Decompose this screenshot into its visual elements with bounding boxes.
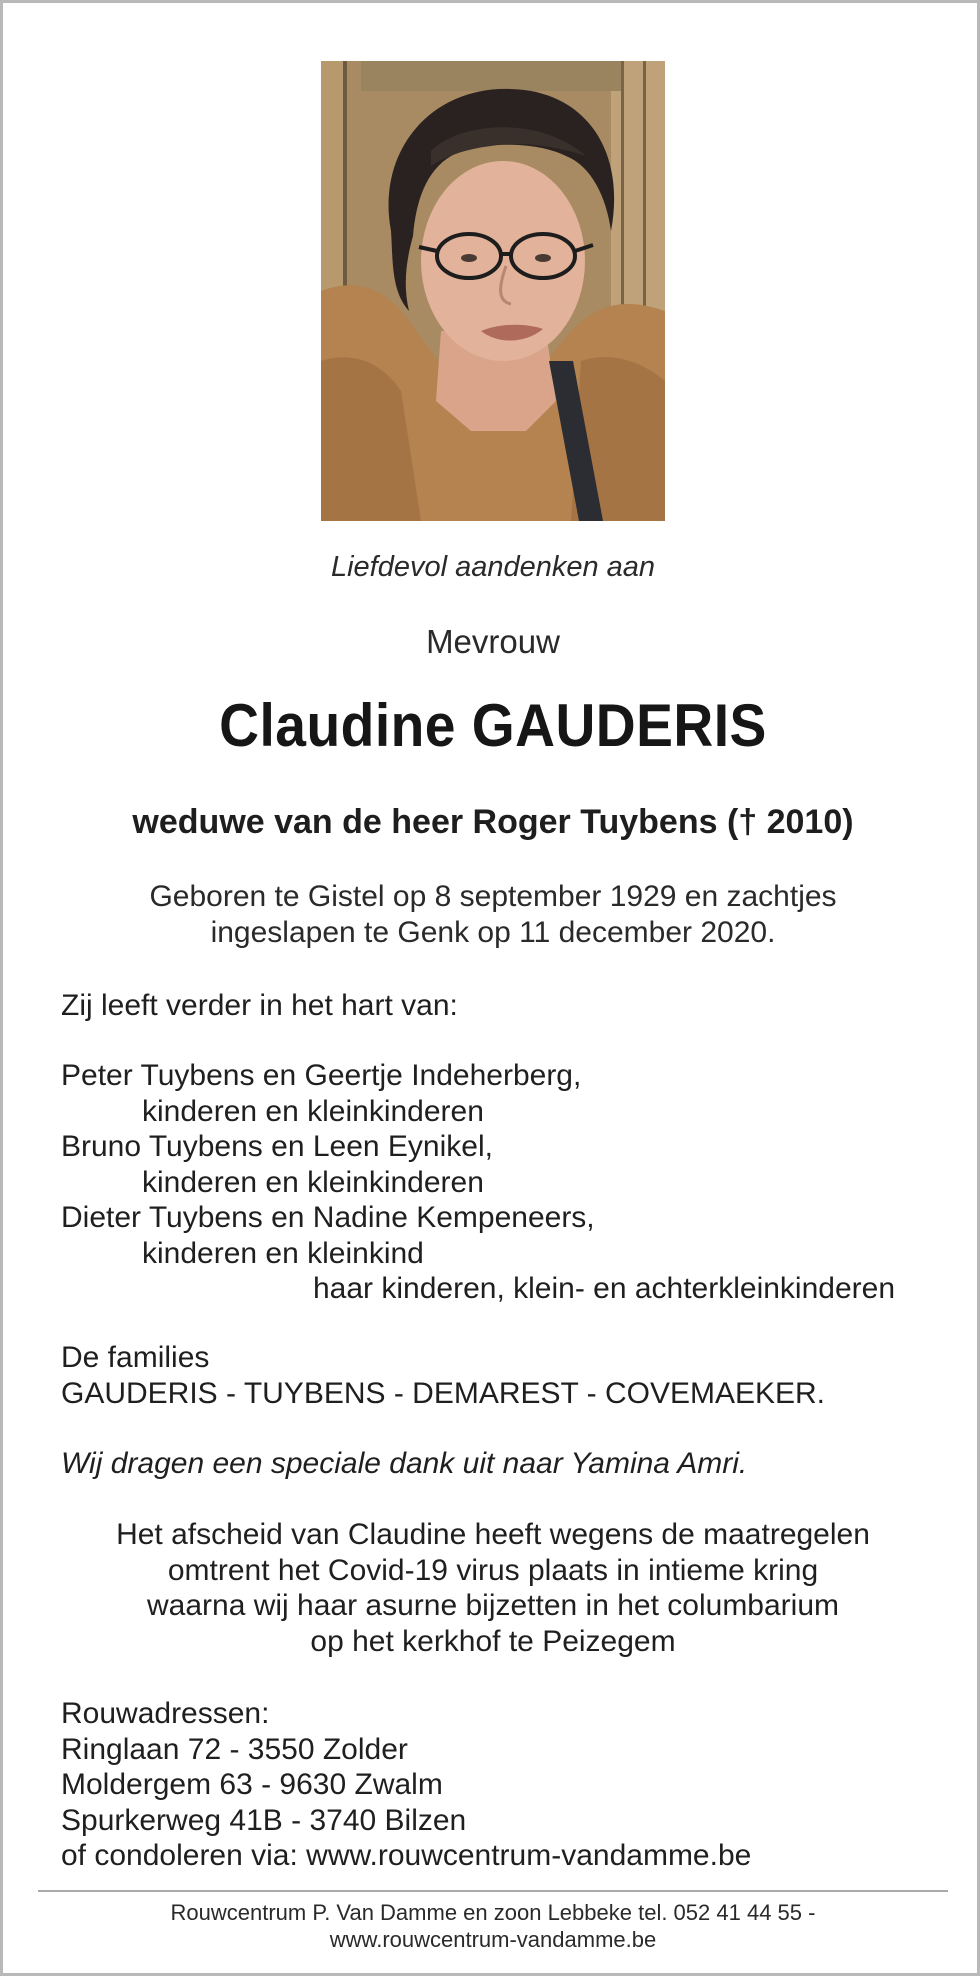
deceased-name: Claudine GAUDERIS [219, 692, 767, 759]
birth-death-info [3, 879, 980, 951]
survived-by-intro: Zij leeft verder in het hart van: [61, 989, 458, 1022]
family-member-name: Dieter Tuybens en Nadine Kempeneers, [61, 1201, 595, 1234]
birth-line: Geboren te Gistel op 8 september 1929 en zachtjes [149, 880, 837, 913]
condolence-link-line[interactable]: of condoleren via: www.rouwcentrum-vandamme.be [61, 1839, 752, 1872]
condolence-addresses [61, 1696, 751, 1874]
footer-contact: Rouwcentrum P. Van Damme en zoon Lebbeke tel. 052 41 44 55 - [170, 1900, 816, 1925]
portrait-illustration [321, 61, 665, 521]
footer-divider [38, 1890, 948, 1892]
family-member-name: Bruno Tuybens en Leen Eynikel, [61, 1130, 493, 1163]
footer-website-link[interactable]: www.rouwcentrum-vandamme.be [329, 1927, 657, 1952]
family-member-descendants: kinderen en kleinkind [142, 1236, 424, 1270]
thanks-line: Wij dragen een speciale dank uit naar Yamina Amri. [61, 1447, 748, 1480]
farewell-line: Het afscheid van Claudine heeft wegens de maatregelen [116, 1518, 870, 1551]
families-names: GAUDERIS - TUYBENS - DEMAREST - COVEMAEKER. [61, 1376, 826, 1410]
farewell-line: omtrent het Covid-19 virus plaats in intieme kring [167, 1553, 819, 1587]
portrait-photo [321, 61, 665, 521]
family-list [61, 1058, 895, 1307]
death-line: ingeslapen te Genk op 11 december 2020. [210, 916, 776, 949]
address-line: Ringlaan 72 - 3550 Zolder [61, 1732, 408, 1766]
honorific: Mevrouw [426, 623, 560, 660]
address-line: Moldergem 63 - 9630 Zwalm [61, 1768, 443, 1801]
grandchildren-line: haar kinderen, klein- en achterkleinkinderen [313, 1272, 896, 1305]
family-member-descendants: kinderen en kleinkinderen [142, 1094, 484, 1128]
families-label: De families [61, 1341, 210, 1374]
addresses-label: Rouwadressen: [61, 1697, 270, 1730]
farewell-text [3, 1517, 980, 1659]
family-member-name: Peter Tuybens en Geertje Indeherberg, [61, 1059, 582, 1092]
family-member-descendants: kinderen en kleinkinderen [142, 1165, 484, 1199]
spouse-line: weduwe van de heer Roger Tuybens († 2010) [132, 803, 854, 841]
families-block [61, 1340, 825, 1411]
address-line: Spurkerweg 41B - 3740 Bilzen [61, 1803, 467, 1837]
funeral-home-footer [3, 1899, 980, 1953]
farewell-line: op het kerkhof te Peizegem [310, 1624, 676, 1658]
farewell-line: waarna wij haar asurne bijzetten in het columbarium [146, 1589, 840, 1622]
intro-text: Liefdevol aandenken aan [330, 551, 656, 583]
